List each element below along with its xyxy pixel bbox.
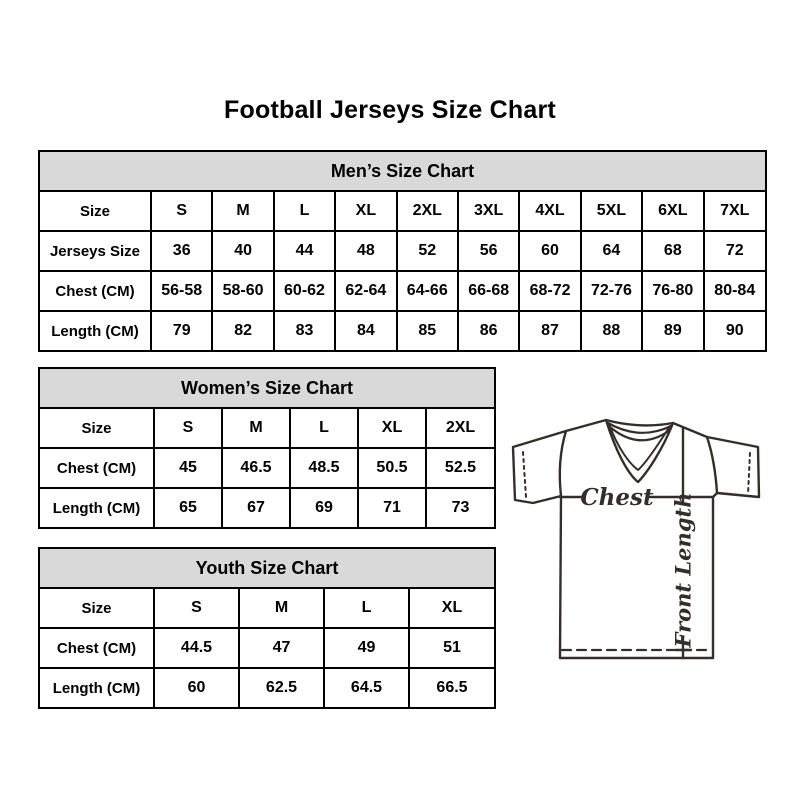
value-cell: 49 bbox=[324, 628, 409, 668]
value-cell: 80-84 bbox=[704, 271, 765, 311]
womens-table-grid bbox=[40, 409, 494, 527]
row-label-cell: Size bbox=[40, 589, 154, 628]
size-header-cell: XL bbox=[409, 589, 494, 628]
value-cell: 79 bbox=[151, 311, 212, 350]
mens-table-grid bbox=[40, 192, 765, 350]
value-cell: 36 bbox=[151, 231, 212, 271]
value-cell: 52 bbox=[397, 231, 458, 271]
table-row bbox=[40, 589, 494, 628]
value-cell: 89 bbox=[642, 311, 703, 350]
row-label-cell: Size bbox=[40, 409, 154, 448]
size-header-cell: 2XL bbox=[426, 409, 494, 448]
youth-table-grid bbox=[40, 589, 494, 707]
table-row bbox=[40, 311, 765, 350]
size-header-cell: M bbox=[239, 589, 324, 628]
womens-size-table bbox=[38, 367, 496, 529]
table-row bbox=[40, 192, 765, 231]
value-cell: 64-66 bbox=[397, 271, 458, 311]
value-cell: 67 bbox=[222, 488, 290, 527]
table-row bbox=[40, 271, 765, 311]
value-cell: 60 bbox=[519, 231, 580, 271]
value-cell: 90 bbox=[704, 311, 765, 350]
row-label-cell: Chest (CM) bbox=[40, 628, 154, 668]
size-header-cell: 4XL bbox=[519, 192, 580, 231]
value-cell: 56-58 bbox=[151, 271, 212, 311]
value-cell: 48.5 bbox=[290, 448, 358, 488]
page-title: Football Jerseys Size Chart bbox=[224, 96, 556, 124]
value-cell: 46.5 bbox=[222, 448, 290, 488]
value-cell: 62-64 bbox=[335, 271, 396, 311]
size-header-cell: XL bbox=[335, 192, 396, 231]
youth-table-title: Youth Size Chart bbox=[40, 549, 494, 589]
size-header-cell: 7XL bbox=[704, 192, 765, 231]
value-cell: 72 bbox=[704, 231, 765, 271]
jersey-diagram-svg bbox=[500, 400, 780, 680]
size-header-cell: L bbox=[324, 589, 409, 628]
row-label-cell: Length (CM) bbox=[40, 488, 154, 527]
size-header-cell: S bbox=[154, 589, 239, 628]
value-cell: 85 bbox=[397, 311, 458, 350]
value-cell: 64.5 bbox=[324, 668, 409, 707]
size-header-cell: 3XL bbox=[458, 192, 519, 231]
row-label-cell: Jerseys Size bbox=[40, 231, 151, 271]
front-length-label: Front Length bbox=[670, 492, 696, 648]
value-cell: 72-76 bbox=[581, 271, 642, 311]
value-cell: 56 bbox=[458, 231, 519, 271]
value-cell: 48 bbox=[335, 231, 396, 271]
table-row bbox=[40, 231, 765, 271]
size-header-cell: M bbox=[222, 409, 290, 448]
value-cell: 87 bbox=[519, 311, 580, 350]
value-cell: 66.5 bbox=[409, 668, 494, 707]
value-cell: 66-68 bbox=[458, 271, 519, 311]
value-cell: 52.5 bbox=[426, 448, 494, 488]
value-cell: 68-72 bbox=[519, 271, 580, 311]
value-cell: 45 bbox=[154, 448, 222, 488]
jersey-outline bbox=[513, 420, 759, 658]
value-cell: 62.5 bbox=[239, 668, 324, 707]
value-cell: 58-60 bbox=[212, 271, 273, 311]
value-cell: 44 bbox=[274, 231, 335, 271]
size-header-cell: S bbox=[151, 192, 212, 231]
value-cell: 82 bbox=[212, 311, 273, 350]
value-cell: 83 bbox=[274, 311, 335, 350]
jersey-measurement-diagram bbox=[500, 400, 780, 680]
value-cell: 76-80 bbox=[642, 271, 703, 311]
row-label-cell: Length (CM) bbox=[40, 668, 154, 707]
mens-table-title: Men’s Size Chart bbox=[40, 152, 765, 192]
value-cell: 60 bbox=[154, 668, 239, 707]
row-label-cell: Size bbox=[40, 192, 151, 231]
size-header-cell: 5XL bbox=[581, 192, 642, 231]
youth-size-table bbox=[38, 547, 496, 709]
table-row bbox=[40, 668, 494, 707]
chest-label: Chest bbox=[580, 484, 654, 511]
size-header-cell: 6XL bbox=[642, 192, 703, 231]
mens-size-table bbox=[38, 150, 767, 352]
size-header-cell: XL bbox=[358, 409, 426, 448]
row-label-cell: Chest (CM) bbox=[40, 271, 151, 311]
value-cell: 73 bbox=[426, 488, 494, 527]
size-header-cell: 2XL bbox=[397, 192, 458, 231]
value-cell: 47 bbox=[239, 628, 324, 668]
size-header-cell: L bbox=[290, 409, 358, 448]
table-row bbox=[40, 488, 494, 527]
table-row bbox=[40, 628, 494, 668]
value-cell: 51 bbox=[409, 628, 494, 668]
value-cell: 68 bbox=[642, 231, 703, 271]
size-header-cell: M bbox=[212, 192, 273, 231]
value-cell: 65 bbox=[154, 488, 222, 527]
table-row bbox=[40, 409, 494, 448]
value-cell: 88 bbox=[581, 311, 642, 350]
value-cell: 84 bbox=[335, 311, 396, 350]
womens-table-title: Women’s Size Chart bbox=[40, 369, 494, 409]
value-cell: 69 bbox=[290, 488, 358, 527]
value-cell: 44.5 bbox=[154, 628, 239, 668]
value-cell: 40 bbox=[212, 231, 273, 271]
row-label-cell: Length (CM) bbox=[40, 311, 151, 350]
table-row bbox=[40, 448, 494, 488]
value-cell: 64 bbox=[581, 231, 642, 271]
size-header-cell: L bbox=[274, 192, 335, 231]
value-cell: 60-62 bbox=[274, 271, 335, 311]
size-header-cell: S bbox=[154, 409, 222, 448]
row-label-cell: Chest (CM) bbox=[40, 448, 154, 488]
value-cell: 71 bbox=[358, 488, 426, 527]
value-cell: 50.5 bbox=[358, 448, 426, 488]
value-cell: 86 bbox=[458, 311, 519, 350]
